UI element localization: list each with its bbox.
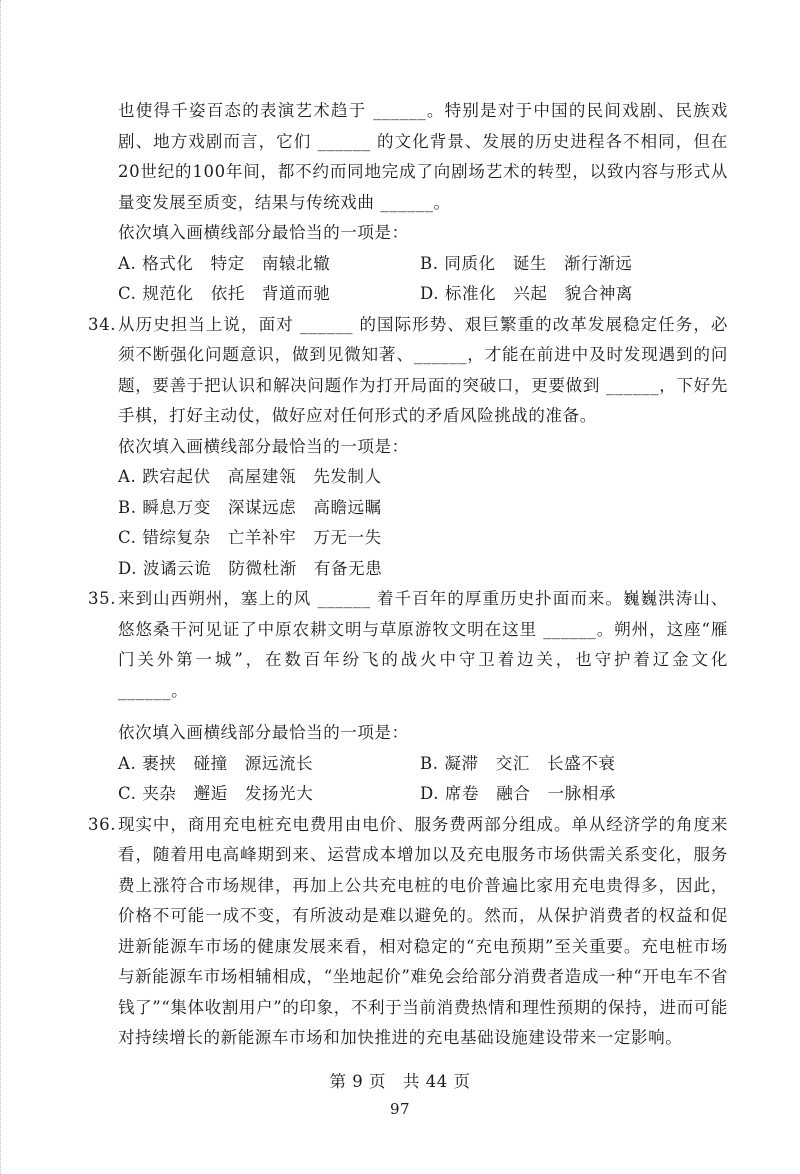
question-34-prompt: 依次填入画横线部分最恰当的一项是： [118, 436, 409, 456]
question-36 [88, 810, 728, 1054]
question-text: 现实中，商用充电桩充电费用由电价、服务费两部分组成。单从经济学的角度来看，随着用电高峰期到来、运营成本增加以及充电服务市场供需关系变化，服务费上涨符合市场规律，再加上公共充电桩的电价普遍比家用充电贵得多，因此，价格不可能一成不变，有所波动是难以避免的。然而，从保护消费者的权益和促进新能源车市场的健康发展来看，相对稳定的“充电预期”至关重要。充电桩市场与新能源车市场相辅相成，“坐地起价”难免会给部分消费者造成一种“开电车不省钱了”“集体收割用户”的印象，不利于当前消费热情和理性预期的保持，进而可能对持续增长的新能源车市场和加快推进的充电基础设施建设带来一定影响。 [118, 814, 728, 1047]
scan-edge [0, 0, 7, 1174]
option-b: B. 同质化 诞生 渐行渐远 [420, 253, 633, 273]
question-number: 34. [88, 314, 117, 334]
question-35-options [88, 749, 728, 810]
page-number: 97 [389, 1100, 411, 1118]
option-d: D. 波谲云诡 防微杜渐 有备无患 [118, 558, 383, 578]
option-c: C. 规范化 依托 背道而驰 [118, 284, 331, 303]
option-a: A. 跌宕起伏 高屋建瓴 先发制人 [118, 467, 382, 486]
option-a: A. 裹挟 碰撞 源远流长 [118, 753, 314, 773]
question-35 [88, 584, 728, 706]
page-content [88, 96, 728, 1054]
option-b: B. 凝滞 交汇 长盛不衰 [420, 753, 616, 773]
option-c: C. 错综复杂 亡羊补牢 万无一失 [118, 528, 382, 547]
question-33-fragment: 也使得千姿百态的表演艺术趋于 ______。特别是对于中国的民间戏剧、民族戏剧、地方戏剧而言，它们 ______ 的文化背景、发展的历史进程各不相同，但在20世纪的100年间，都不约而同地完成了向剧场艺术的转型，以致内容与形式从量变发展至质变，结果与传统戏曲 ______。 [118, 101, 728, 212]
question-text: 来到山西朔州，塞上的风 ______ 着千百年的厚重历史扑面而来。巍巍洪涛山、悠悠桑干河见证了中原农耕文明与草原游牧文明在这里 ______。朔州，这座“雁门关外第一城”，在数百年纷飞的战火中守卫着边关，也守护着辽金文化 ______。 [118, 589, 728, 700]
question-33-options [88, 249, 728, 310]
option-b: B. 瞬息万变 深谋远虑 高瞻远瞩 [118, 497, 382, 517]
question-35-prompt: 依次填入画横线部分最恰当的一项是： [118, 723, 409, 742]
question-text: 从历史担当上说，面对 ______ 的国际形势、艰巨繁重的改革发展稳定任务，必须不断强化问题意识，做到见微知著、______，才能在前进中及时发现遇到的问题，要善于把认识和解决问题作为打开局面的突破口，更要做到 ______，下好先手棋，打好主动仗，做好应对任何形式的矛盾风险挑战的准备。 [118, 314, 728, 425]
option-d: D. 席卷 融合 一脉相承 [420, 784, 616, 803]
page-label: 第 9 页 共 44 页 [329, 1072, 471, 1091]
option-a: A. 格式化 特定 南辕北辙 [118, 253, 331, 273]
question-33-prompt: 依次填入画横线部分最恰当的一项是： [118, 223, 409, 242]
option-c: C. 夹杂 邂逅 发扬光大 [118, 784, 314, 803]
question-34-options [88, 462, 728, 584]
spacer [88, 706, 728, 718]
question-number: 35. [88, 589, 117, 608]
question-number: 36. [88, 814, 117, 834]
option-d: D. 标准化 兴起 貌合神离 [420, 284, 634, 303]
question-34 [88, 310, 728, 432]
